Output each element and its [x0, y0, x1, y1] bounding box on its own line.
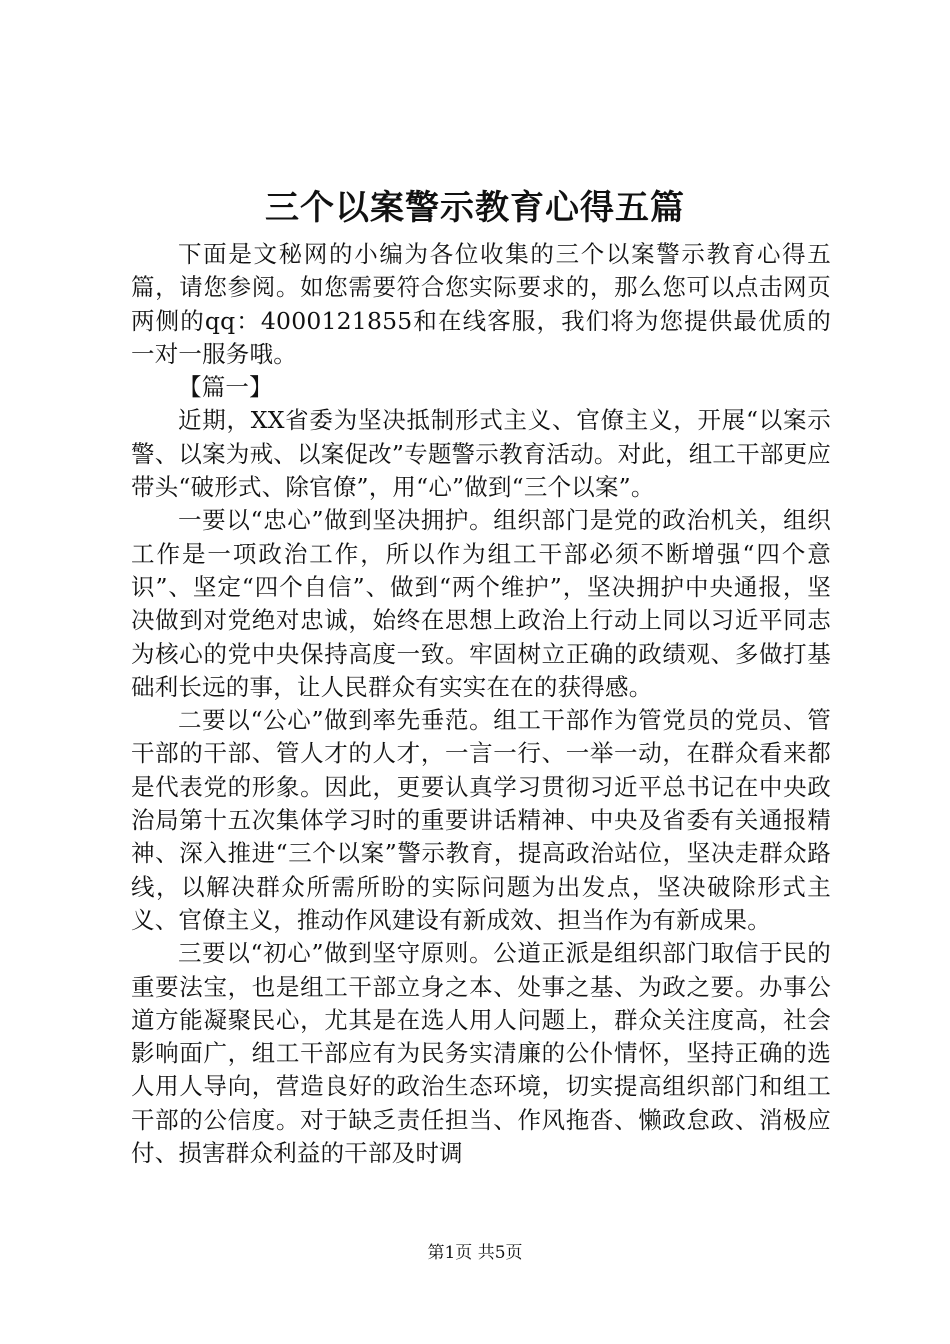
body-paragraph: 一要以“忠心”做到坚决拥护。组织部门是党的政治机关，组织工作是一项政治工作，所以作为组工干部必须不断增强“四个意识”、坚定“四个自信”、做到“两个维护”，坚决拥护中央通报，坚决做到对党绝对忠诚，始终在思想上政治上行动上同以习近平同志为核心的党中央保持高度一致。牢固树立正确的政绩观、多做打基础利长远的事，让人民群众有实实在在的获得感。 [131, 506, 831, 701]
page-footer: 第1页 共5页 [427, 1243, 523, 1263]
section-heading: 【篇一】 [178, 373, 273, 402]
intro-paragraph: 下面是文秘网的小编为各位收集的三个以案警示教育心得五篇，请您参阅。如您需要符合您实际要求的，那么您可以点击网页两侧的qq：4000121855和在线客服，我们将为您提供最优质的一对一服务哦。 [131, 240, 831, 368]
body-paragraph: 三要以“初心”做到坚守原则。公道正派是组织部门取信于民的重要法宝，也是组工干部立身之本、处事之基、为政之要。办事公道方能凝聚民心，尤其是在选人用人问题上，群众关注度高，社会影响面广，组工干部应有为民务实清廉的公仆情怀，坚持正确的选人用人导向，营造良好的政治生态环境，切实提高组织部门和组工干部的公信度。对于缺乏责任担当、作风拖沓、懒政怠政、消极应付、损害群众利益的干部及时调 [131, 939, 831, 1168]
document-body [131, 238, 831, 1170]
document-title: 三个以案警示教育心得五篇 [265, 188, 685, 228]
body-paragraph: 近期，XX省委为坚决抵制形式主义、官僚主义，开展“以案示警、以案为戒、以案促改”专题警示教育活动。对此，组工干部更应带头“破形式、除官僚”，用“心”做到“三个以案”。 [131, 406, 831, 502]
body-paragraph: 二要以“公心”做到率先垂范。组工干部作为管党员的党员、管干部的干部、管人才的人才，一言一行、一举一动，在群众看来都是代表党的形象。因此，更要认真学习贯彻习近平总书记在中央政治局第十五次集体学习时的重要讲话精神、中央及省委有关通报精神、深入推进“三个以案”警示教育，提高政治站位，坚决走群众路线，以解决群众所需所盼的实际问题为出发点，坚决破除形式主义、官僚主义，推动作风建设有新成效、担当作为有新成果。 [131, 706, 831, 934]
